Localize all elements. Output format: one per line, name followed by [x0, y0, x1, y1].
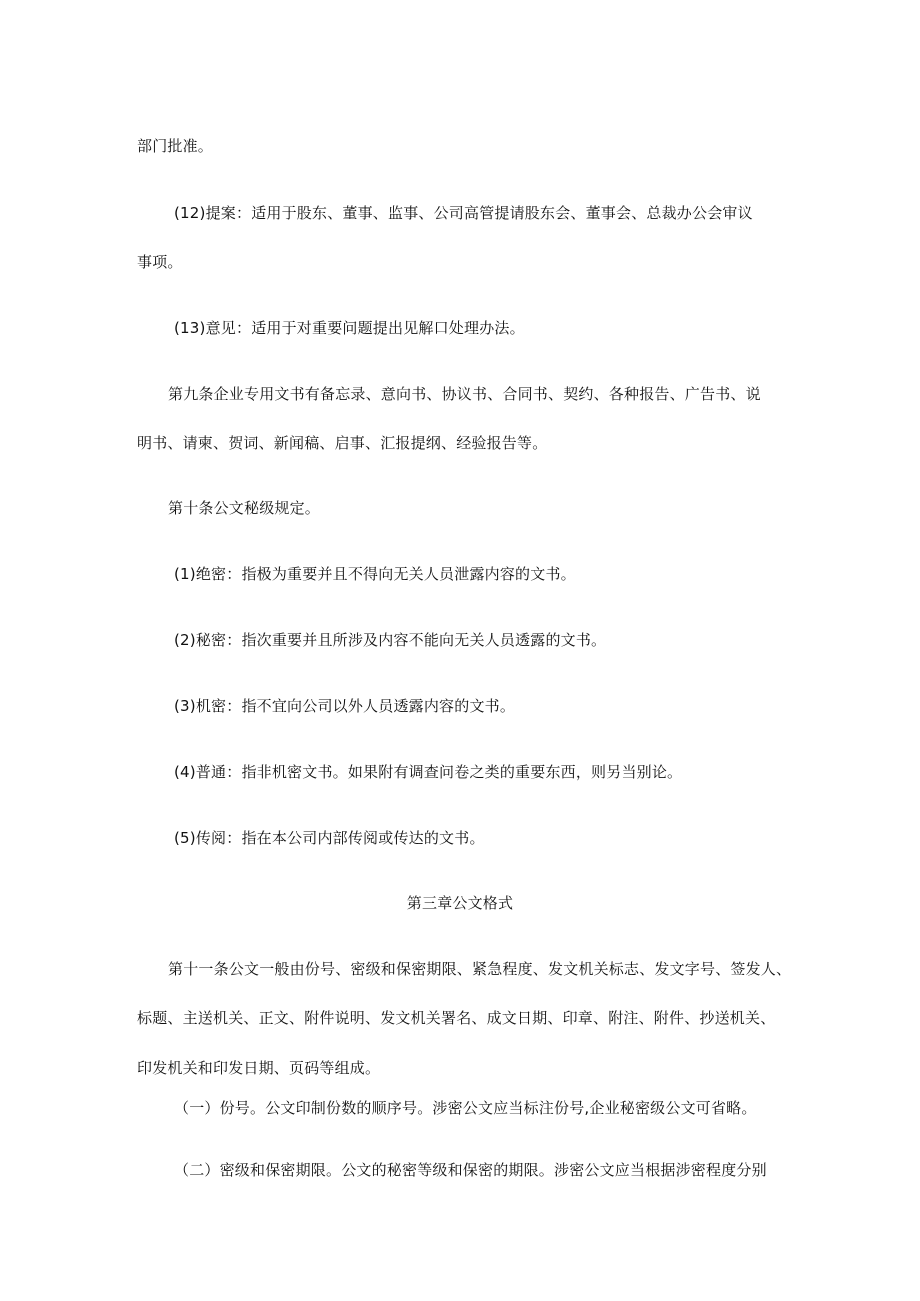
article-9: 第九条企业专用文书有备忘录、意向书、协议书、合同书、契约、各种报告、广告书、说: [168, 385, 761, 403]
format-item-1: （一）份号。公文印制份数的顺序号。涉密公文应当标注份号,企业秘密级公文可省略。: [174, 1099, 757, 1117]
article-11-continuation-1: 标题、主送机关、正文、附件说明、发文机关署名、成文日期、印章、附注、附件、抄送机关、: [137, 1009, 776, 1027]
secrecy-level-2: (2)秘密：指次重要并且所涉及内容不能向无关人员透露的文书。: [174, 631, 607, 649]
article-11: 第十一条公文一般由份号、密级和保密期限、紧急程度、发文机关标志、发文字号、签发人、: [168, 960, 792, 978]
paragraph-item-12: (12)提案：适用于股东、董事、监事、公司高管提请股东会、董事会、总裁办公会审议: [174, 204, 753, 222]
chapter-heading: 第三章公文格式: [406, 894, 514, 912]
article-9-continuation: 明书、请柬、贺词、新闻稿、启事、汇报提纲、经验报告等。: [137, 434, 548, 452]
secrecy-level-1: (1)绝密：指极为重要并且不得向无关人员泄露内容的文书。: [174, 565, 576, 583]
paragraph-item-13: (13)意见：适用于对重要问题提出见解口处理办法。: [174, 319, 525, 337]
article-10: 第十条公文秘级规定。: [168, 499, 321, 517]
article-11-continuation-2: 印发机关和印发日期、页码等组成。: [137, 1059, 381, 1077]
paragraph-item-12-continuation: 事项。: [137, 253, 183, 271]
secrecy-level-4: (4)普通：指非机密文书。如果附有调查问卷之类的重要东西，则另当别论。: [174, 763, 683, 781]
format-item-2: （二）密级和保密期限。公文的秘密等级和保密的期限。涉密公文应当根据涉密程度分别: [174, 1161, 767, 1179]
secrecy-level-5: (5)传阅：指在本公司内部传阅或传达的文书。: [174, 829, 485, 847]
paragraph-continuation: 部门批准。: [137, 137, 214, 155]
secrecy-level-3: (3)机密：指不宜向公司以外人员透露内容的文书。: [174, 697, 516, 715]
